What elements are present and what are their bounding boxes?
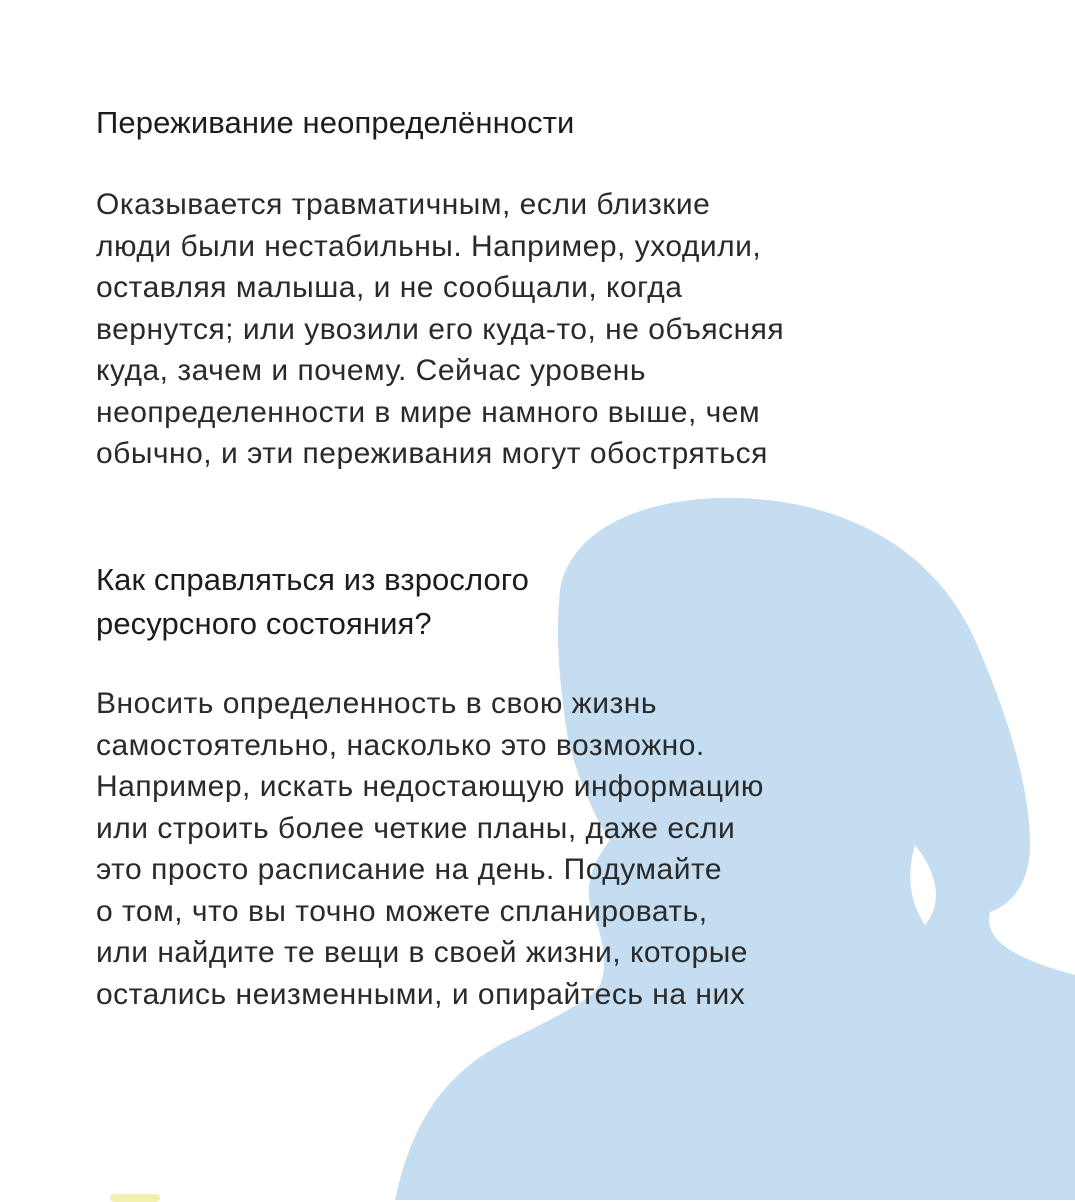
text-line: Вносить определенность в свою жизнь (96, 687, 657, 720)
text-line: вернутся; или увозили его куда-то, не объясняя (96, 312, 785, 346)
text-line: о том, что вы точно можете спланировать, (96, 894, 708, 928)
text-line: или найдите те вещи в своей жизни, которые (96, 936, 748, 969)
decorative-accent (110, 1194, 160, 1202)
text-line: это просто расписание на день. Подумайте (96, 853, 723, 886)
title-line: ресурсного состояния? (96, 606, 432, 641)
text-line: Например, искать недостающую информацию (96, 770, 764, 803)
paragraph-coping (96, 683, 976, 1015)
section-title-coping (96, 558, 736, 646)
section-title-uncertainty: Переживание неопределённости (96, 105, 575, 140)
text-line: неопределенности в мире намного выше, чем (96, 395, 761, 429)
text-line: Оказывается травматичным, если близкие (96, 188, 711, 221)
text-line: самостоятельно, насколько это возможно. (96, 728, 705, 762)
text-line: люди были нестабильны. Например, уходили, (96, 229, 762, 263)
text-line: остались неизменными, и опирайтесь на них (96, 977, 746, 1011)
text-line: оставляя малыша, и не сообщали, когда (96, 271, 683, 304)
title-line: Как справляться из взрослого (96, 562, 529, 597)
text-line: или строить более четкие планы, даже если (96, 811, 736, 845)
text-line: куда, зачем и почему. Сейчас уровень (96, 354, 646, 387)
paragraph-uncertainty (96, 184, 976, 475)
text-line: обычно, и эти переживания могут обостряться (96, 437, 768, 470)
